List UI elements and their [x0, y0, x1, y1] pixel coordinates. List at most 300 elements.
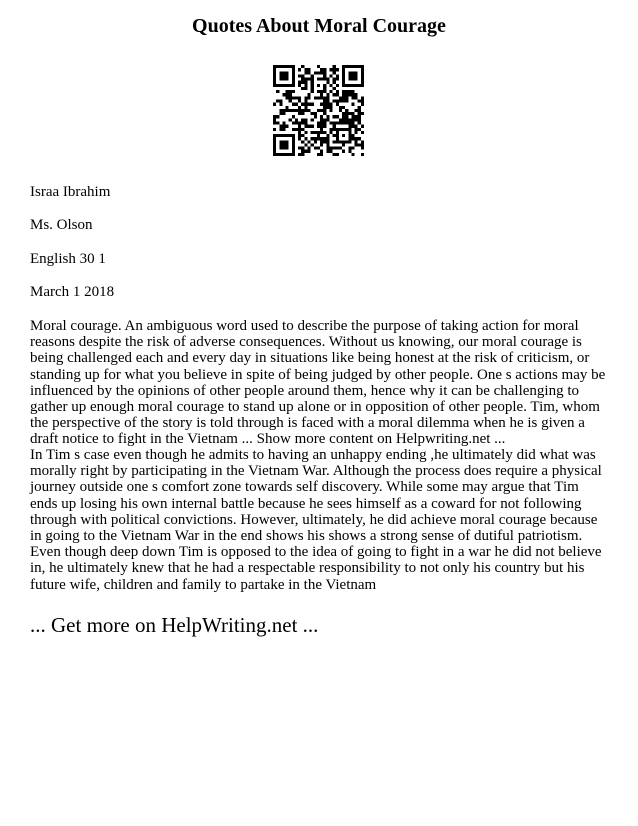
- qr-module: [279, 109, 282, 112]
- qr-module: [333, 125, 336, 128]
- qr-module: [361, 100, 364, 103]
- qr-module: [326, 96, 329, 99]
- qr-module: [304, 118, 307, 121]
- qr-module: [273, 143, 276, 146]
- qr-module: [282, 134, 285, 137]
- qr-module: [342, 106, 345, 109]
- qr-module: [279, 84, 282, 87]
- qr-module: [336, 115, 339, 118]
- qr-module: [292, 68, 295, 71]
- qr-module: [286, 96, 289, 99]
- qr-module: [320, 150, 323, 153]
- qr-module: [314, 115, 317, 118]
- qr-module: [292, 150, 295, 153]
- qr-module: [292, 65, 295, 68]
- qr-module: [351, 74, 354, 77]
- qr-module: [286, 71, 289, 74]
- qr-module: [276, 84, 279, 87]
- qr-module: [323, 74, 326, 77]
- qr-module: [361, 71, 364, 74]
- qr-module: [286, 140, 289, 143]
- qr-module: [317, 131, 320, 134]
- qr-module: [317, 78, 320, 81]
- qr-module: [292, 153, 295, 156]
- qr-module: [298, 137, 301, 140]
- qr-module: [292, 128, 295, 131]
- qr-module: [304, 109, 307, 112]
- qr-module: [342, 68, 345, 71]
- qr-module: [326, 147, 329, 150]
- qr-module: [323, 68, 326, 71]
- qr-module: [279, 153, 282, 156]
- qr-module: [320, 103, 323, 106]
- qr-module: [320, 96, 323, 99]
- qr-module: [361, 65, 364, 68]
- qr-module: [304, 87, 307, 90]
- qr-module: [314, 140, 317, 143]
- qr-module: [326, 140, 329, 143]
- qr-module: [282, 65, 285, 68]
- qr-module: [295, 121, 298, 124]
- qr-module: [345, 84, 348, 87]
- qr-module: [351, 134, 354, 137]
- qr-module: [279, 128, 282, 131]
- get-more-link[interactable]: ... Get more on HelpWriting.net ...: [30, 613, 319, 637]
- qr-module: [320, 143, 323, 146]
- qr-module: [304, 71, 307, 74]
- qr-module: [326, 150, 329, 153]
- qr-module: [304, 81, 307, 84]
- qr-module: [323, 106, 326, 109]
- qr-module: [276, 100, 279, 103]
- qr-module: [361, 147, 364, 150]
- qr-module: [323, 84, 326, 87]
- qr-module: [342, 93, 345, 96]
- qr-module: [342, 81, 345, 84]
- qr-module: [301, 128, 304, 131]
- qr-module: [355, 118, 358, 121]
- qr-module: [351, 153, 354, 156]
- qr-module: [329, 103, 332, 106]
- qr-module: [348, 147, 351, 150]
- qr-module: [342, 65, 345, 68]
- qr-module: [351, 71, 354, 74]
- qr-module: [273, 71, 276, 74]
- qr-module: [273, 68, 276, 71]
- qr-module: [323, 131, 326, 134]
- qr-module: [348, 137, 351, 140]
- qr-module: [279, 112, 282, 115]
- qr-module: [361, 84, 364, 87]
- qr-module: [326, 78, 329, 81]
- qr-module: [348, 71, 351, 74]
- qr-module: [292, 84, 295, 87]
- qr-module: [301, 87, 304, 90]
- qr-module: [336, 137, 339, 140]
- qr-module: [333, 71, 336, 74]
- qr-module: [273, 115, 276, 118]
- qr-module: [301, 81, 304, 84]
- qr-module: [320, 68, 323, 71]
- qr-module: [361, 125, 364, 128]
- qr-module: [314, 71, 317, 74]
- qr-module: [298, 131, 301, 134]
- qr-module: [355, 143, 358, 146]
- qr-module: [345, 96, 348, 99]
- qr-module: [339, 121, 342, 124]
- qr-module: [342, 96, 345, 99]
- qr-module: [282, 109, 285, 112]
- qr-module: [282, 84, 285, 87]
- qr-module: [361, 153, 364, 156]
- qr-module: [289, 65, 292, 68]
- qr-module: [286, 147, 289, 150]
- teacher-name: Ms. Olson: [30, 217, 93, 233]
- qr-module: [351, 96, 354, 99]
- qr-module: [320, 118, 323, 121]
- qr-module: [289, 96, 292, 99]
- qr-module: [308, 68, 311, 71]
- qr-module: [308, 103, 311, 106]
- qr-module: [333, 78, 336, 81]
- qr-module: [358, 112, 361, 115]
- qr-module: [279, 103, 282, 106]
- qr-module: [286, 143, 289, 146]
- qr-module: [361, 68, 364, 71]
- qr-module: [323, 112, 326, 115]
- qr-module: [351, 121, 354, 124]
- qr-module: [273, 84, 276, 87]
- qr-module: [311, 125, 314, 128]
- qr-module: [342, 78, 345, 81]
- qr-module: [339, 147, 342, 150]
- qr-module: [317, 90, 320, 93]
- qr-module: [342, 121, 345, 124]
- qr-module: [358, 118, 361, 121]
- qr-module: [329, 131, 332, 134]
- qr-module: [298, 96, 301, 99]
- qr-module: [320, 125, 323, 128]
- qr-module: [308, 140, 311, 143]
- qr-module: [301, 74, 304, 77]
- qr-module: [326, 115, 329, 118]
- qr-module: [326, 103, 329, 106]
- qr-module: [351, 84, 354, 87]
- qr-module: [336, 100, 339, 103]
- document-title: Quotes About Moral Courage: [192, 15, 446, 37]
- qr-module: [361, 81, 364, 84]
- qr-module: [336, 121, 339, 124]
- qr-module: [329, 84, 332, 87]
- qr-module: [358, 65, 361, 68]
- qr-module: [273, 137, 276, 140]
- qr-module: [298, 134, 301, 137]
- qr-module: [298, 106, 301, 109]
- qr-module: [304, 84, 307, 87]
- qr-module: [311, 137, 314, 140]
- qr-module: [348, 65, 351, 68]
- qr-module: [289, 109, 292, 112]
- qr-module: [339, 118, 342, 121]
- qr-module: [342, 143, 345, 146]
- qr-module: [361, 103, 364, 106]
- qr-module: [311, 112, 314, 115]
- qr-module: [345, 128, 348, 131]
- qr-module: [301, 118, 304, 121]
- qr-module: [342, 74, 345, 77]
- qr-module: [333, 100, 336, 103]
- qr-code: [273, 65, 364, 156]
- qr-module: [304, 106, 307, 109]
- qr-module: [308, 96, 311, 99]
- qr-module: [273, 128, 276, 131]
- qr-module: [351, 118, 354, 121]
- qr-module: [314, 147, 317, 150]
- qr-module: [286, 74, 289, 77]
- qr-module: [361, 140, 364, 143]
- qr-module: [273, 81, 276, 84]
- qr-module: [355, 137, 358, 140]
- qr-module: [358, 100, 361, 103]
- qr-module: [351, 90, 354, 93]
- qr-module: [351, 78, 354, 81]
- qr-module: [351, 112, 354, 115]
- qr-module: [314, 112, 317, 115]
- qr-module: [336, 153, 339, 156]
- qr-module: [355, 125, 358, 128]
- qr-module: [279, 78, 282, 81]
- qr-module: [345, 90, 348, 93]
- qr-module: [348, 140, 351, 143]
- qr-module: [286, 78, 289, 81]
- qr-module: [342, 84, 345, 87]
- qr-module: [361, 143, 364, 146]
- qr-module: [298, 68, 301, 71]
- qr-module: [333, 121, 336, 124]
- qr-module: [273, 78, 276, 81]
- qr-module: [308, 78, 311, 81]
- qr-module: [304, 150, 307, 153]
- qr-module: [329, 74, 332, 77]
- qr-module: [323, 87, 326, 90]
- qr-module: [301, 153, 304, 156]
- qr-module: [292, 109, 295, 112]
- qr-module: [355, 140, 358, 143]
- qr-module: [304, 137, 307, 140]
- qr-module: [323, 71, 326, 74]
- qr-module: [286, 93, 289, 96]
- qr-module: [358, 115, 361, 118]
- qr-module: [279, 140, 282, 143]
- qr-module: [295, 128, 298, 131]
- qr-module: [348, 74, 351, 77]
- qr-module: [289, 100, 292, 103]
- qr-module: [333, 93, 336, 96]
- qr-module: [292, 74, 295, 77]
- qr-module: [279, 65, 282, 68]
- qr-module: [314, 131, 317, 134]
- qr-module: [361, 96, 364, 99]
- qr-module: [320, 153, 323, 156]
- qr-module: [317, 96, 320, 99]
- qr-module: [355, 128, 358, 131]
- qr-module: [311, 118, 314, 121]
- qr-module: [304, 96, 307, 99]
- qr-module: [286, 153, 289, 156]
- qr-module: [308, 109, 311, 112]
- qr-module: [282, 143, 285, 146]
- qr-module: [276, 90, 279, 93]
- qr-module: [339, 128, 342, 131]
- qr-module: [348, 150, 351, 153]
- qr-module: [329, 121, 332, 124]
- qr-module: [317, 147, 320, 150]
- qr-module: [323, 137, 326, 140]
- qr-module: [317, 65, 320, 68]
- qr-module: [317, 137, 320, 140]
- qr-module: [342, 71, 345, 74]
- qr-module: [282, 74, 285, 77]
- qr-module: [289, 134, 292, 137]
- qr-module: [301, 65, 304, 68]
- qr-module: [348, 84, 351, 87]
- qr-module: [345, 65, 348, 68]
- qr-module: [301, 78, 304, 81]
- qr-module: [323, 121, 326, 124]
- qr-module: [329, 106, 332, 109]
- qr-module: [358, 128, 361, 131]
- qr-module: [348, 78, 351, 81]
- qr-module: [317, 109, 320, 112]
- qr-module: [301, 134, 304, 137]
- qr-module: [355, 96, 358, 99]
- qr-module: [279, 125, 282, 128]
- qr-module: [333, 87, 336, 90]
- qr-module: [311, 87, 314, 90]
- qr-module: [345, 140, 348, 143]
- qr-module: [279, 134, 282, 137]
- qr-module: [336, 93, 339, 96]
- qr-module: [351, 93, 354, 96]
- qr-module: [295, 96, 298, 99]
- qr-module: [323, 103, 326, 106]
- qr-module: [333, 81, 336, 84]
- qr-module: [342, 112, 345, 115]
- qr-module: [339, 109, 342, 112]
- qr-module: [292, 137, 295, 140]
- qr-module: [295, 118, 298, 121]
- paragraph-2: In Tim s case even though he admits to having an unhappy ending ,he ultimately did what was morally right by participating in the Vietnam War. Although the process does require a physical journey outside one s comfort zone towards self discovery. While some may argue that Tim ends up losing his own internal battle because he sees himself as a coward for not following through with political convictions. However, ultimately, he did achieve moral courage because in going to the Vietnam War in the end shows his shows a strong sense of dutiful patriotism. Even though deep down Tim is opposed to the idea of going to fight in a war he did not believe in, he ultimately knew that he had a respectable responsibility to not only his country but his future wife, children and family to partake in the Vietnam: [30, 447, 602, 593]
- qr-module: [311, 74, 314, 77]
- qr-module: [292, 121, 295, 124]
- qr-module: [351, 125, 354, 128]
- qr-module: [317, 84, 320, 87]
- qr-module: [301, 140, 304, 143]
- qr-module: [355, 131, 358, 134]
- qr-module: [329, 150, 332, 153]
- qr-module: [292, 140, 295, 143]
- qr-module: [311, 103, 314, 106]
- qr-module: [282, 78, 285, 81]
- qr-module: [358, 109, 361, 112]
- qr-module: [273, 150, 276, 153]
- qr-module: [292, 143, 295, 146]
- qr-module: [336, 68, 339, 71]
- qr-module: [336, 90, 339, 93]
- qr-module: [282, 71, 285, 74]
- qr-module: [286, 106, 289, 109]
- qr-module: [298, 84, 301, 87]
- qr-module: [348, 125, 351, 128]
- qr-module: [320, 121, 323, 124]
- qr-module: [320, 128, 323, 131]
- qr-module: [298, 81, 301, 84]
- qr-module: [276, 65, 279, 68]
- qr-module: [301, 103, 304, 106]
- qr-module: [329, 109, 332, 112]
- qr-module: [298, 121, 301, 124]
- qr-module: [320, 71, 323, 74]
- qr-module: [273, 74, 276, 77]
- qr-module: [351, 147, 354, 150]
- qr-module: [345, 93, 348, 96]
- qr-module: [308, 93, 311, 96]
- qr-module: [323, 90, 326, 93]
- qr-module: [336, 78, 339, 81]
- qr-module: [298, 125, 301, 128]
- qr-module: [276, 134, 279, 137]
- qr-module: [342, 115, 345, 118]
- qr-module: [320, 93, 323, 96]
- qr-module: [348, 128, 351, 131]
- qr-module: [320, 115, 323, 118]
- qr-module: [304, 125, 307, 128]
- qr-module: [286, 90, 289, 93]
- qr-module: [304, 143, 307, 146]
- qr-module: [320, 90, 323, 93]
- qr-module: [292, 115, 295, 118]
- qr-module: [282, 93, 285, 96]
- qr-module: [308, 150, 311, 153]
- qr-module: [333, 115, 336, 118]
- qr-module: [358, 121, 361, 124]
- qr-module: [361, 131, 364, 134]
- course-name: English 30 1: [30, 251, 106, 267]
- qr-module: [273, 65, 276, 68]
- qr-module: [276, 115, 279, 118]
- qr-module: [308, 125, 311, 128]
- qr-module: [329, 68, 332, 71]
- qr-module: [292, 134, 295, 137]
- qr-module: [342, 140, 345, 143]
- qr-module: [323, 96, 326, 99]
- qr-module: [308, 71, 311, 74]
- qr-module: [355, 93, 358, 96]
- qr-module: [279, 100, 282, 103]
- qr-module: [304, 131, 307, 134]
- qr-module: [355, 65, 358, 68]
- qr-module: [298, 112, 301, 115]
- qr-module: [298, 74, 301, 77]
- qr-module: [298, 147, 301, 150]
- qr-module: [355, 115, 358, 118]
- qr-module: [342, 134, 345, 137]
- qr-module: [282, 128, 285, 131]
- qr-module: [348, 118, 351, 121]
- qr-module: [289, 153, 292, 156]
- qr-module: [358, 106, 361, 109]
- qr-module: [358, 84, 361, 87]
